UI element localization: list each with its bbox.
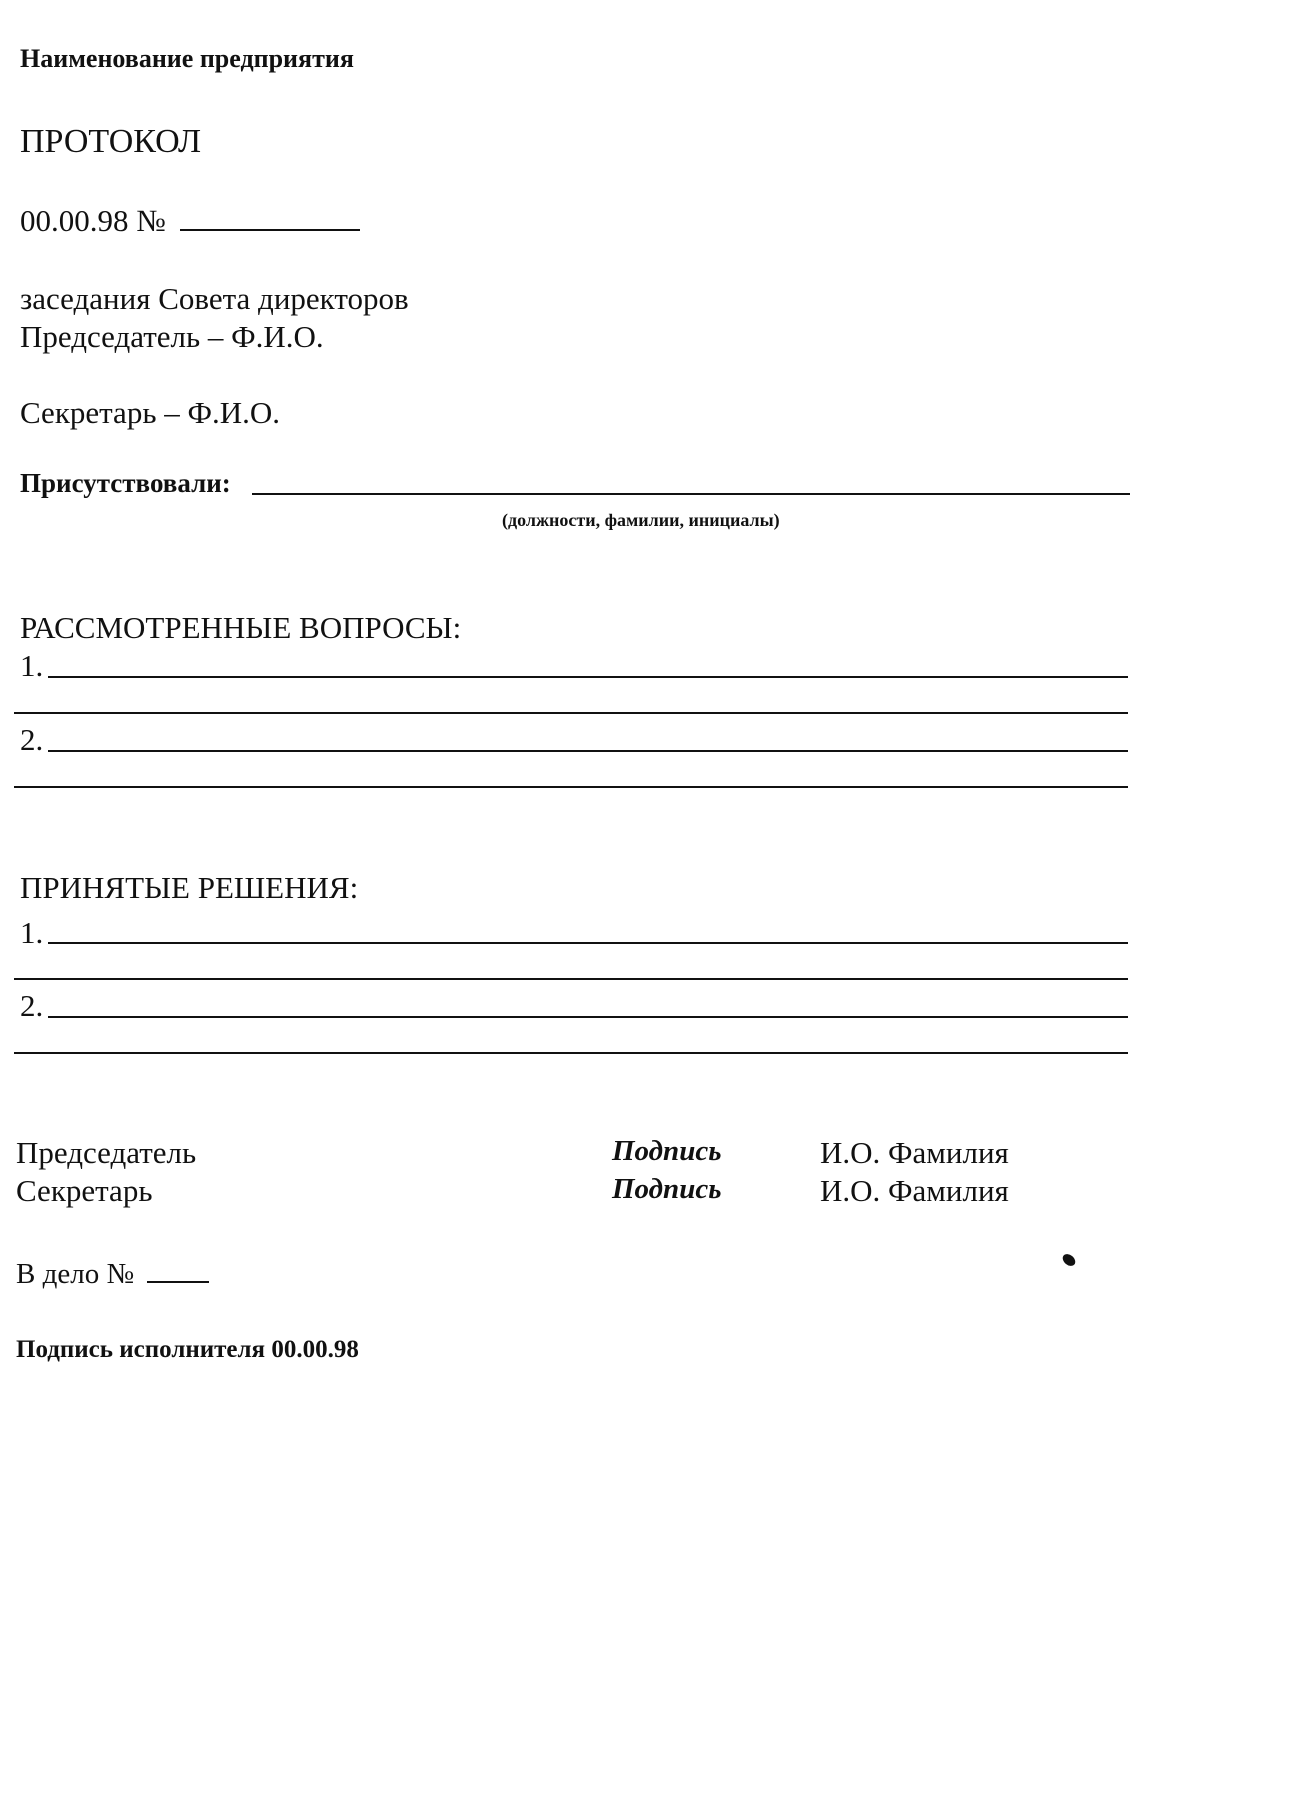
file-number-field[interactable] (147, 1281, 209, 1283)
decision-field-2[interactable] (48, 1016, 1128, 1018)
date-number-label: 00.00.98 № (20, 203, 166, 238)
executor-line: Подпись исполнителя 00.00.98 (16, 1336, 359, 1363)
issue-field-2[interactable] (48, 750, 1128, 752)
signature-name-chairman: И.О. Фамилия (820, 1135, 1009, 1170)
file-label: В дело № (16, 1258, 135, 1290)
date-number-row (20, 205, 360, 236)
org-name: Наименование предприятия (20, 44, 354, 73)
attended-label: Присутствовали: (20, 468, 231, 498)
decision-field-2-continued[interactable] (14, 1052, 1128, 1054)
signature-role-secretary: Секретарь (16, 1173, 153, 1208)
issues-heading: РАССМОТРЕННЫЕ ВОПРОСЫ: (20, 610, 462, 645)
issue-field-1[interactable] (48, 676, 1128, 678)
protocol-number-field[interactable] (180, 229, 360, 231)
ink-blot-mark (1060, 1252, 1077, 1269)
issue-number-1: 1. (20, 648, 44, 683)
decision-number-2: 2. (20, 988, 44, 1023)
chairman-line: Председатель – Ф.И.О. (20, 319, 324, 354)
attended-field[interactable] (252, 493, 1130, 495)
doc-title: ПРОТОКОЛ (20, 123, 202, 160)
issue-field-2-continued[interactable] (14, 786, 1128, 788)
meeting-title: заседания Совета директоров (20, 281, 409, 316)
issue-number-2: 2. (20, 722, 44, 757)
signature-role-chairman: Председатель (16, 1135, 197, 1170)
signature-sign-secretary: Подпись (612, 1173, 722, 1205)
decision-field-1-continued[interactable] (14, 978, 1128, 980)
signature-sign-chairman: Подпись (612, 1135, 722, 1167)
issue-field-1-continued[interactable] (14, 712, 1128, 714)
file-row (16, 1260, 209, 1289)
signature-name-secretary: И.О. Фамилия (820, 1173, 1009, 1208)
decision-field-1[interactable] (48, 942, 1128, 944)
secretary-line: Секретарь – Ф.И.О. (20, 395, 280, 430)
decision-number-1: 1. (20, 915, 44, 950)
decisions-heading: ПРИНЯТЫЕ РЕШЕНИЯ: (20, 870, 359, 905)
attended-hint: (должности, фамилии, инициалы) (502, 510, 780, 530)
